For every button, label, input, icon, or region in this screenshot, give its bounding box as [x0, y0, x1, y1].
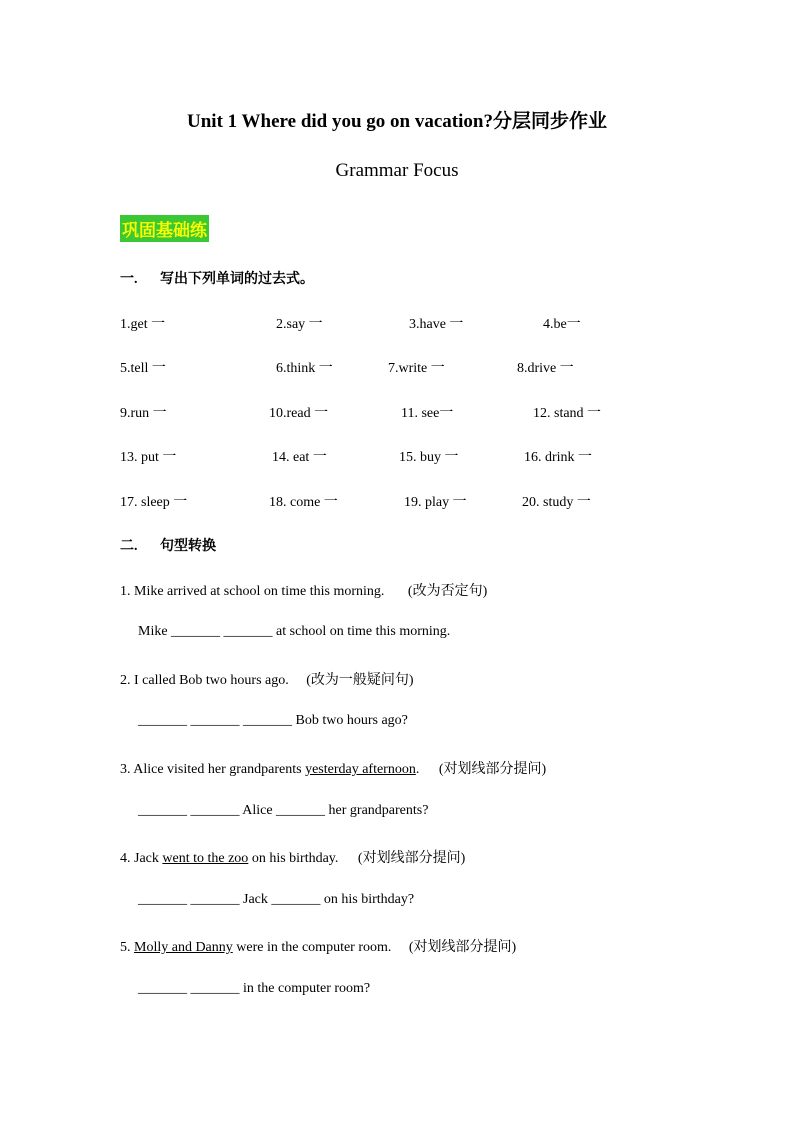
answer-line-2: _______ _______ _______ Bob two hours ago?: [138, 713, 408, 728]
word-item: 5.tell 一: [120, 361, 166, 376]
underlined-part: Molly and Danny: [134, 940, 233, 955]
word-item: 15. buy 一: [399, 450, 459, 465]
word-item: 16. drink 一: [524, 450, 593, 465]
word-item: 19. play 一: [404, 495, 467, 510]
question-text: 4. Jack: [120, 851, 163, 866]
question-text: 3. Alice visited her grandparents: [120, 762, 306, 777]
question-4: [120, 847, 465, 867]
answer-line-5: _______ _______ in the computer room?: [138, 981, 371, 996]
question-instruction: (对划线部分提问): [357, 851, 466, 866]
question-instruction: (改为否定句): [407, 584, 488, 599]
question-text: 1. Mike arrived at school on time this morning.: [120, 584, 385, 599]
word-item: 4.be一: [543, 317, 581, 332]
section-2-heading: [120, 535, 216, 555]
page-subtitle: Grammar Focus: [335, 160, 459, 181]
word-item: 3.have 一: [409, 317, 464, 332]
question-instruction: (对划线部分提问): [408, 940, 517, 955]
answer-line-3: _______ _______ Alice _______ her grandparents?: [138, 803, 429, 818]
question-instruction: (改为一般疑问句): [306, 673, 414, 688]
section-1-number: 一.: [120, 272, 138, 287]
underlined-part: went to the zoo: [162, 851, 249, 866]
question-text: 5.: [120, 940, 134, 955]
word-item: 1.get 一: [120, 317, 166, 332]
word-item: 18. come 一: [269, 495, 338, 510]
section-2-number: 二.: [120, 539, 138, 554]
answer-line-4: _______ _______ Jack _______ on his birthday?: [138, 892, 415, 907]
word-item: 17. sleep 一: [120, 495, 188, 510]
level-badge: 巩固基础练: [120, 215, 209, 242]
question-1: [120, 580, 487, 600]
section-2-title: 句型转换: [160, 539, 216, 554]
page-title: Unit 1 Where did you go on vacation?分层同步作业: [187, 111, 607, 132]
answer-line-1: Mike _______ _______ at school on time this morning.: [138, 624, 451, 639]
section-1-heading: [120, 268, 314, 288]
word-item: 6.think 一: [276, 361, 333, 376]
question-text-end: on his birthday.: [248, 851, 339, 866]
word-item: 9.run 一: [120, 406, 167, 421]
word-item: 2.say 一: [276, 317, 323, 332]
question-instruction: (对划线部分提问): [438, 762, 547, 777]
word-item: 11. see一: [401, 406, 454, 421]
word-item: 8.drive 一: [517, 361, 574, 376]
word-item: 12. stand 一: [533, 406, 602, 421]
question-text: 2. I called Bob two hours ago.: [120, 673, 289, 688]
question-3: [120, 758, 546, 778]
word-item: 10.read 一: [269, 406, 329, 421]
word-item: 13. put 一: [120, 450, 177, 465]
word-item: 7.write 一: [388, 361, 445, 376]
word-item: 14. eat 一: [272, 450, 327, 465]
word-item: 20. study 一: [522, 495, 591, 510]
question-text-end: were in the computer room.: [232, 940, 392, 955]
question-text-end: .: [415, 762, 420, 777]
underlined-part: yesterday afternoon: [305, 762, 416, 777]
section-1-title: 写出下列单词的过去式。: [160, 272, 314, 287]
question-5: [120, 936, 516, 956]
question-2: [120, 669, 414, 689]
